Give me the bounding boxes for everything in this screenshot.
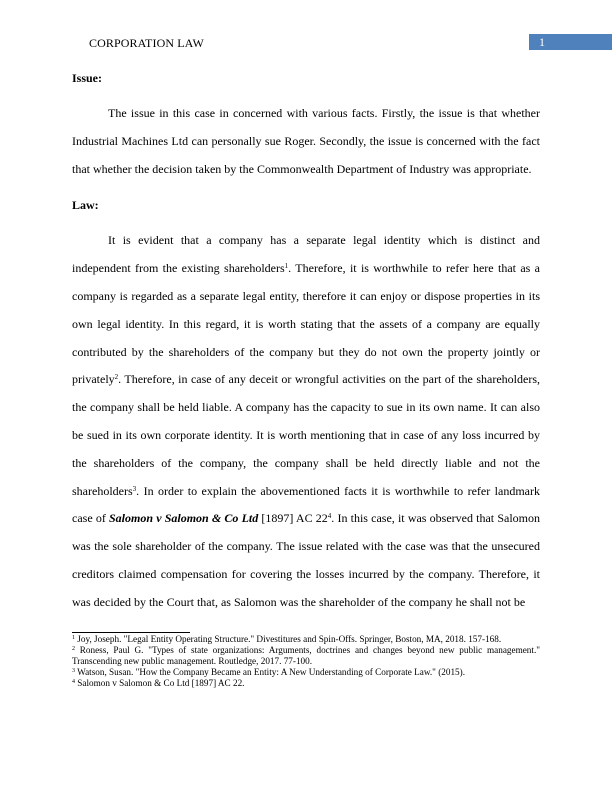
footnote-separator xyxy=(72,632,190,633)
law-text-4: . In order to explain the abovementioned facts it is worthwhile to refer landmark case of xyxy=(72,483,540,526)
footnote-3 xyxy=(72,667,540,678)
footnote-ref-4[interactable]: 4 xyxy=(327,512,332,521)
law-heading: Law: xyxy=(72,198,99,213)
footnote-text: Roness, Paul G. "Types of state organizations: Arguments, doctrines and changes beyond new public management." Transcending new public management. Routledge, 2017. 77-100. xyxy=(72,645,540,666)
law-text-5: [1897] AC 22 xyxy=(258,511,328,526)
case-name: Salomon v Salomon & Co Ltd xyxy=(109,511,259,526)
footnotes xyxy=(72,634,540,689)
page-number-badge xyxy=(529,34,612,50)
footnote-number: 3 xyxy=(72,668,75,674)
footnote-number: 4 xyxy=(72,679,75,685)
issue-paragraph: The issue in this case in concerned with various facts. Firstly, the issue is that whether Industrial Machines Ltd can personally sue Roger. Secondly, the issue is concerned with the fact that whether the decision taken by the Commonwealth Department of Industry was appropriate. xyxy=(72,106,540,176)
footnote-text: Salomon v Salomon & Co Ltd [1897] AC 22. xyxy=(75,678,245,688)
issue-heading: Issue: xyxy=(72,71,103,85)
law-text-2: . Therefore, it is worthwhile to refer here that as a company is regarded as a separate legal entity, therefore it can enjoy or dispose properties in its own legal identity. In this regard, it is worth stating that the assets of a company are equally contributed by the shareholders of the company but they do not own the property jointly or privately xyxy=(72,261,540,387)
law-paragraph xyxy=(72,227,540,616)
law-text-6: . In this case, it was observed that Salomon was the sole shareholder of the company. The issue related with the case was that the unsecured creditors claimed compensation for covering the losses incurred by the company. Therefore, it was decided by the Court that, as Salomon was the shareholder of the company he shall not be xyxy=(72,511,540,609)
running-header-title: CORPORATION LAW xyxy=(89,36,204,50)
page-number: 1 xyxy=(539,35,545,49)
law-text-3: . Therefore, in case of any deceit or wrongful activities on the part of the shareholders, the company shall be held liable. A company has the capacity to sue in its own name. It can also be sued in its own corporate identity. It is worth mentioning that in case of any loss incurred by the shareholders of the company, the company shall be held directly liable and not the shareholders xyxy=(72,372,540,498)
footnote-number: 1 xyxy=(72,635,75,641)
footnote-text: Watson, Susan. "How the Company Became an Entity: A New Understanding of Corporate Law." (2015). xyxy=(75,667,466,677)
document-body xyxy=(72,64,540,617)
footnote-ref-3[interactable]: 3 xyxy=(132,484,137,493)
footnote-ref-2[interactable]: 2 xyxy=(114,373,119,382)
footnote-ref-1[interactable]: 1 xyxy=(284,262,289,271)
footnote-1 xyxy=(72,634,540,645)
footnote-number: 2 xyxy=(72,646,75,652)
footnote-4 xyxy=(72,678,540,689)
law-text-1: It is evident that a company has a separate legal identity which is distinct and independent from the existing shareholders xyxy=(72,233,540,276)
footnote-text: Joy, Joseph. "Legal Entity Operating Structure." Divestitures and Spin-Offs. Springer, Boston, MA, 2018. 157-168. xyxy=(75,634,502,644)
footnote-2 xyxy=(72,645,540,667)
